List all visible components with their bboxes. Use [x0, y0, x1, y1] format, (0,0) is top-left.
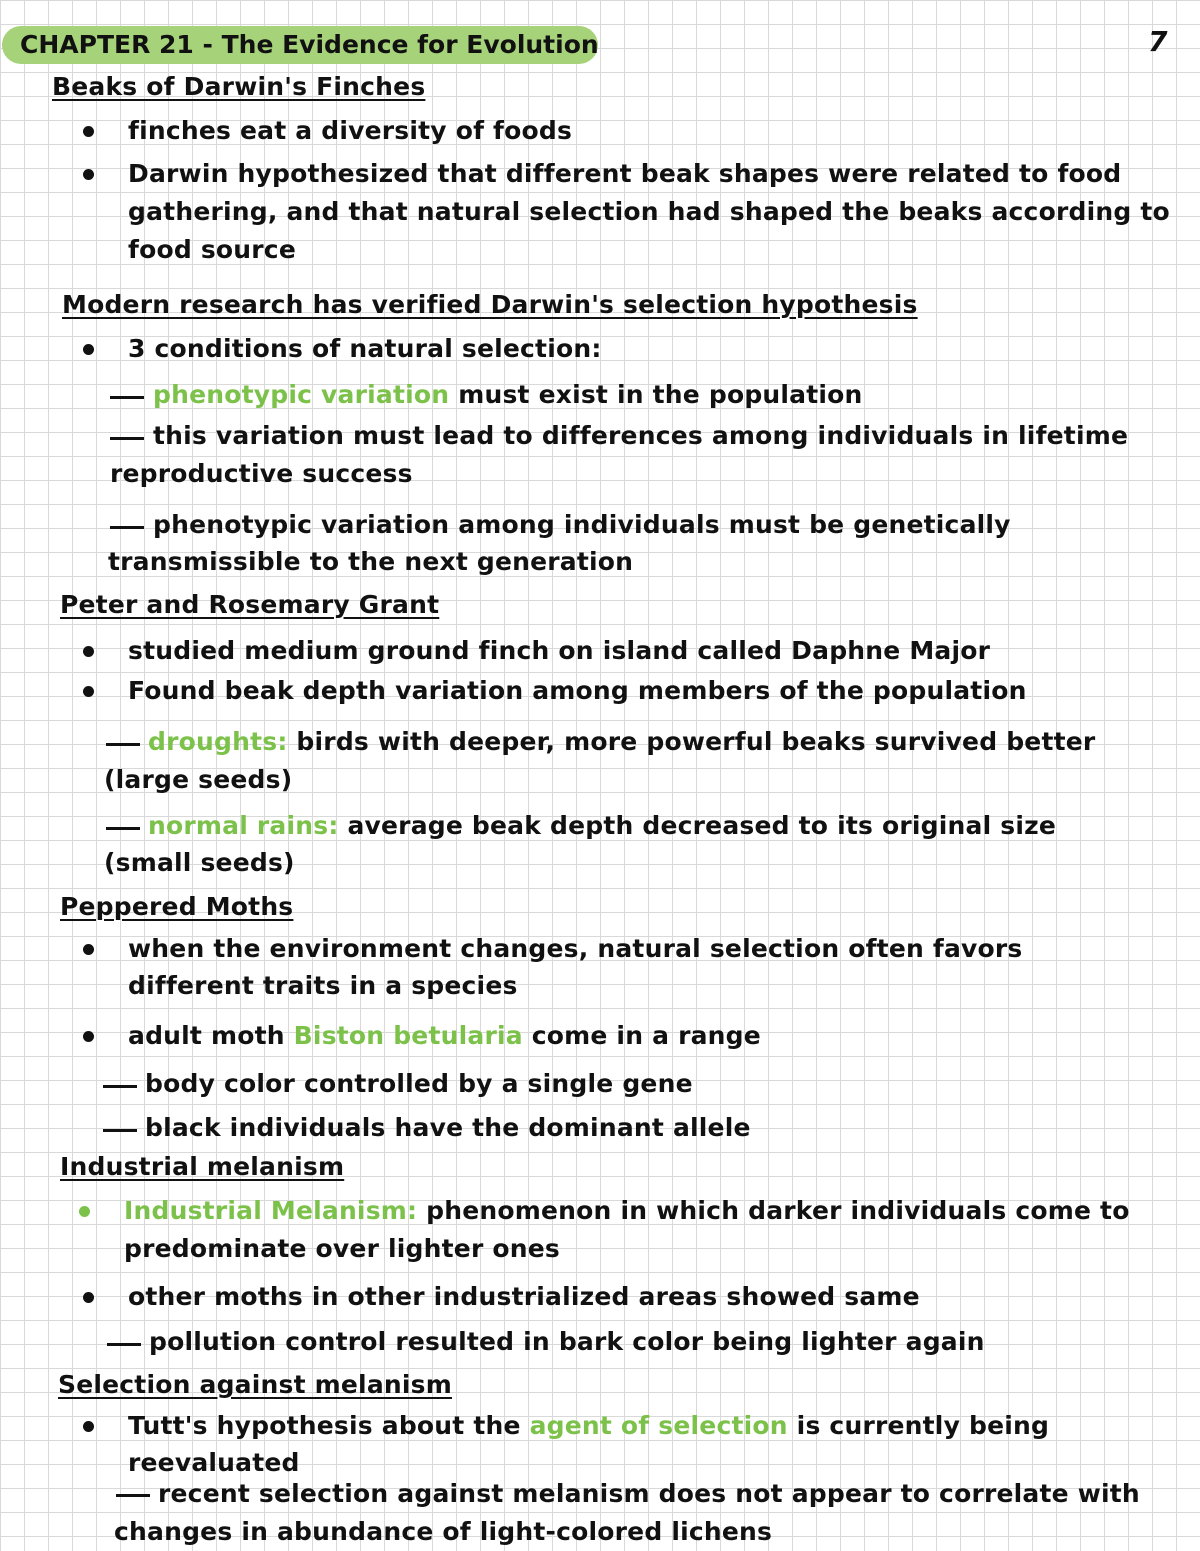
dash-marker [106, 827, 140, 830]
heading-grants: Peter and Rosemary Grant [60, 590, 440, 619]
bullet-dot [83, 169, 94, 180]
heading-peppered-moths: Peppered Moths [60, 892, 294, 921]
note-line: black individuals have the dominant allele [145, 1113, 751, 1142]
note-line: finches eat a diversity of foods [128, 116, 573, 145]
heading-selection-against-melanism: Selection against melanism [58, 1370, 452, 1399]
bullet-dot [83, 1421, 94, 1432]
note-line: when the environment changes, natural selection often favors [128, 934, 1023, 963]
highlight-term: Biston betularia [293, 1021, 523, 1050]
highlight-term: Industrial Melanism: [124, 1196, 418, 1225]
heading-industrial-melanism: Industrial melanism [60, 1152, 345, 1181]
note-line: changes in abundance of light-colored lichens [114, 1517, 773, 1546]
dash-marker [110, 396, 144, 399]
highlight-term: phenotypic variation [153, 380, 450, 409]
bullet-dot [83, 944, 94, 955]
note-line: body color controlled by a single gene [145, 1069, 693, 1098]
bullet-dot [83, 1292, 94, 1303]
note-line: this variation must lead to differences among individuals in lifetime [153, 421, 1129, 450]
dash-marker [116, 1494, 150, 1497]
note-line: adult moth Biston betularia come in a range [128, 1021, 761, 1050]
dash-marker [103, 1129, 137, 1132]
bullet-dot [79, 1206, 90, 1217]
note-line: phenotypic variation among individuals must be genetically [153, 510, 1011, 539]
note-line: normal rains: average beak depth decreased to its original size [148, 811, 1057, 840]
note-line: different traits in a species [128, 971, 518, 1000]
note-line: studied medium ground finch on island called Daphne Major [128, 636, 991, 665]
bullet-dot [83, 646, 94, 657]
note-line: reproductive success [110, 459, 413, 488]
heading-darwins-finches: Beaks of Darwin's Finches [52, 72, 426, 101]
note-line: predominate over lighter ones [124, 1234, 560, 1263]
note-line: droughts: birds with deeper, more powerful beaks survived better [148, 727, 1096, 756]
note-line: 3 conditions of natural selection: [128, 334, 602, 363]
note-line: recent selection against melanism does not appear to correlate with [158, 1479, 1140, 1508]
dash-marker [110, 526, 144, 529]
highlight-term: droughts: [148, 727, 288, 756]
note-line: Tutt's hypothesis about the agent of selection is currently being [128, 1411, 1050, 1440]
bullet-dot [83, 344, 94, 355]
note-line: (small seeds) [104, 848, 295, 877]
chapter-title: CHAPTER 21 - The Evidence for Evolution [20, 30, 599, 59]
note-line: transmissible to the next generation [108, 547, 634, 576]
bullet-dot [83, 126, 94, 137]
dash-marker [110, 437, 144, 440]
highlight-term: agent of selection [529, 1411, 788, 1440]
note-line: Darwin hypothesized that different beak shapes were related to food [128, 159, 1122, 188]
note-line: Industrial Melanism: phenomenon in which darker individuals come to [124, 1196, 1130, 1225]
note-line: gathering, and that natural selection had shaped the beaks according to [128, 197, 1170, 226]
dash-marker [106, 743, 140, 746]
highlight-term: normal rains: [148, 811, 339, 840]
bullet-dot [83, 1031, 94, 1042]
note-line: food source [128, 235, 296, 264]
note-line: phenotypic variation must exist in the population [153, 380, 863, 409]
dash-marker [107, 1343, 141, 1346]
heading-modern-research: Modern research has verified Darwin's selection hypothesis [62, 290, 918, 319]
note-line: other moths in other industrialized areas showed same [128, 1282, 920, 1311]
page-number: 7 [1148, 25, 1168, 58]
note-line: pollution control resulted in bark color being lighter again [149, 1327, 985, 1356]
note-line: reevaluated [128, 1448, 300, 1477]
note-line: Found beak depth variation among members of the population [128, 676, 1027, 705]
note-line: (large seeds) [104, 765, 293, 794]
dash-marker [103, 1085, 137, 1088]
bullet-dot [83, 686, 94, 697]
